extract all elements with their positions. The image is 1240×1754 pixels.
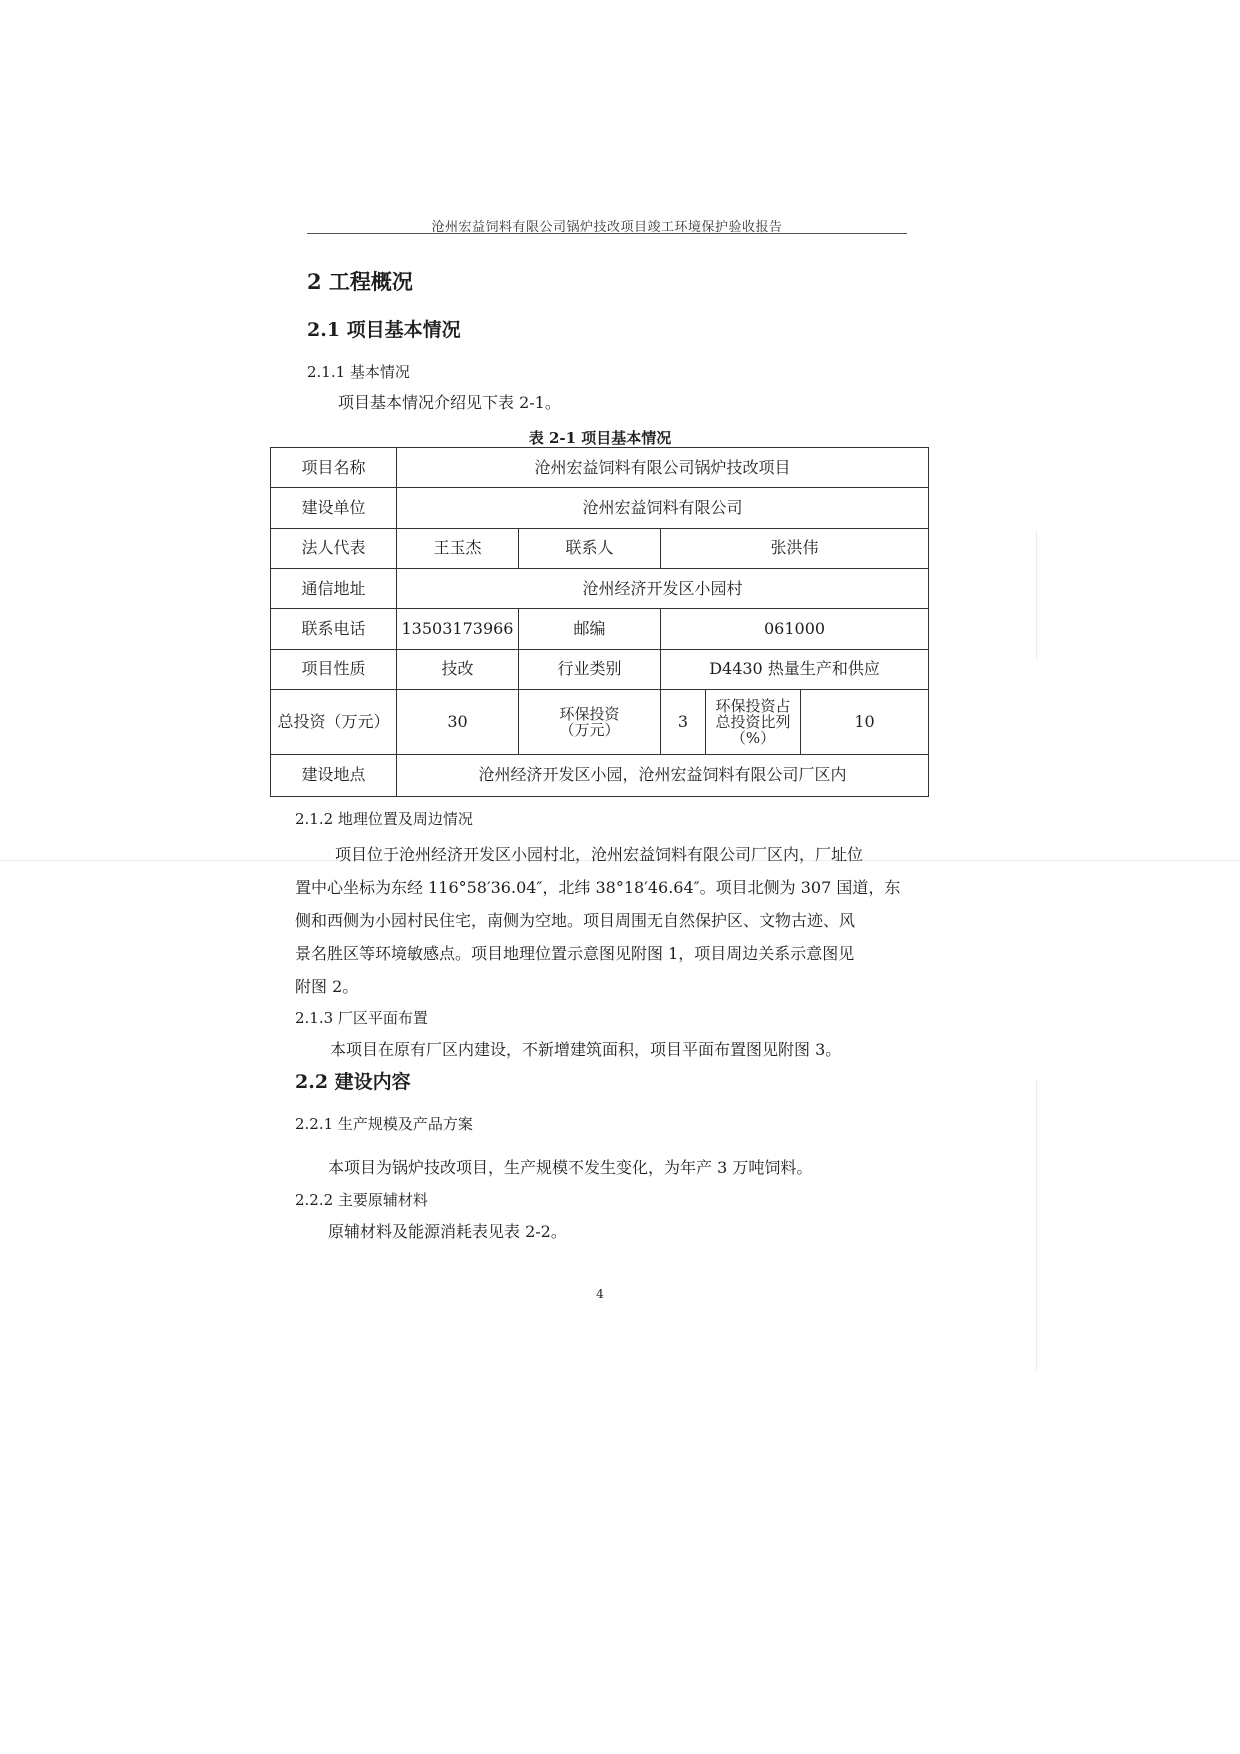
table-row [271, 609, 929, 649]
paragraph-line: 侧和西侧为小园村民住宅，南侧为空地。项目周围无自然保护区、文物古迹、风 [295, 911, 856, 930]
env-invest-label-line: （万元） [559, 720, 620, 739]
scan-artifact-vertical [1036, 530, 1037, 660]
header-rule [307, 233, 907, 234]
ratio-label-line: （%） [730, 728, 776, 747]
subsection-title-2-1-3: 2.1.3 厂区平面布置 [295, 1009, 428, 1027]
table-cell-label: 总投资（万元） [271, 690, 397, 755]
table-cell-label: 邮编 [519, 609, 661, 649]
paragraph-line: 本项目为锅炉技改项目，生产规模不发生变化，为年产 3 万吨饲料。 [328, 1158, 813, 1177]
paragraph-line: 附图 2。 [295, 977, 359, 996]
project-info-table [270, 447, 929, 797]
table-cell-value: D4430 热量生产和供应 [661, 649, 929, 689]
ratio-label-line: 总投资比列 [715, 712, 791, 731]
paragraph-line: 项目位于沧州经济开发区小园村北，沧州宏益饲料有限公司厂区内，厂址位 [335, 845, 864, 864]
table-row [271, 690, 929, 755]
table-cell-label: 联系电话 [271, 609, 397, 649]
table-cell-value: 3 [661, 690, 706, 755]
subsection-title-2-2-1: 2.2.1 生产规模及产品方案 [295, 1115, 473, 1133]
chapter-title: 2 工程概况 [307, 269, 413, 294]
table-cell-label: 联系人 [519, 528, 661, 568]
subsection-title-2-2-2: 2.2.2 主要原辅材料 [295, 1191, 428, 1209]
table-cell-value: 沧州宏益饲料有限公司 [397, 488, 929, 528]
section-title-2-2: 2.2 建设内容 [295, 1071, 411, 1093]
subsection-title-2-1-2: 2.1.2 地理位置及周边情况 [295, 810, 473, 828]
table-row [271, 649, 929, 689]
running-header: 沧州宏益饲料有限公司锅炉技改项目竣工环境保护验收报告 [431, 220, 783, 235]
section-title-2-1: 2.1 项目基本情况 [307, 319, 461, 341]
table-row [271, 488, 929, 528]
scan-artifact-vertical [1036, 1080, 1037, 1370]
paragraph-line: 置中心坐标为东经 116°58′36.04″，北纬 38°18′46.64″。项目北侧为 307 国道，东 [295, 878, 901, 897]
ratio-label-line: 环保投资占 [715, 696, 791, 715]
env-invest-label-line: 环保投资 [559, 704, 620, 723]
table-cell-label [706, 690, 801, 755]
paragraph-line: 本项目在原有厂区内建设，不新增建筑面积，项目平面布置图见附图 3。 [330, 1040, 842, 1059]
table-intro-text: 项目基本情况介绍见下表 2-1。 [338, 393, 561, 412]
table-cell-value: 10 [801, 690, 929, 755]
table-cell-value: 沧州经济开发区小园村 [397, 569, 929, 609]
paragraph-line: 景名胜区等环境敏感点。项目地理位置示意图见附图 1，项目周边关系示意图见 [295, 944, 855, 963]
table-cell-value: 13503173966 [397, 609, 519, 649]
subsection-title-2-1-1: 2.1.1 基本情况 [307, 363, 410, 381]
table-cell-value: 061000 [661, 609, 929, 649]
table-cell-label: 项目名称 [271, 448, 397, 488]
table-cell-label: 行业类别 [519, 649, 661, 689]
table-cell-value: 沧州宏益饲料有限公司锅炉技改项目 [397, 448, 929, 488]
page-number: 4 [596, 1287, 604, 1301]
table-cell-value: 技改 [397, 649, 519, 689]
table-caption: 表 2-1 项目基本情况 [528, 429, 672, 447]
table-cell-label: 建设单位 [271, 488, 397, 528]
table-cell-label [519, 690, 661, 755]
table-row [271, 569, 929, 609]
table-cell-label: 通信地址 [271, 569, 397, 609]
table-row [271, 754, 929, 796]
table-cell-label: 项目性质 [271, 649, 397, 689]
paragraph-line: 原辅材料及能源消耗表见表 2-2。 [328, 1222, 567, 1241]
table-cell-value: 王玉杰 [397, 528, 519, 568]
table-cell-value: 30 [397, 690, 519, 755]
table-cell-label: 法人代表 [271, 528, 397, 568]
table-row [271, 448, 929, 488]
table-cell-value: 沧州经济开发区小园，沧州宏益饲料有限公司厂区内 [397, 754, 929, 796]
table-row [271, 528, 929, 568]
table-cell-label: 建设地点 [271, 754, 397, 796]
table-cell-value: 张洪伟 [661, 528, 929, 568]
